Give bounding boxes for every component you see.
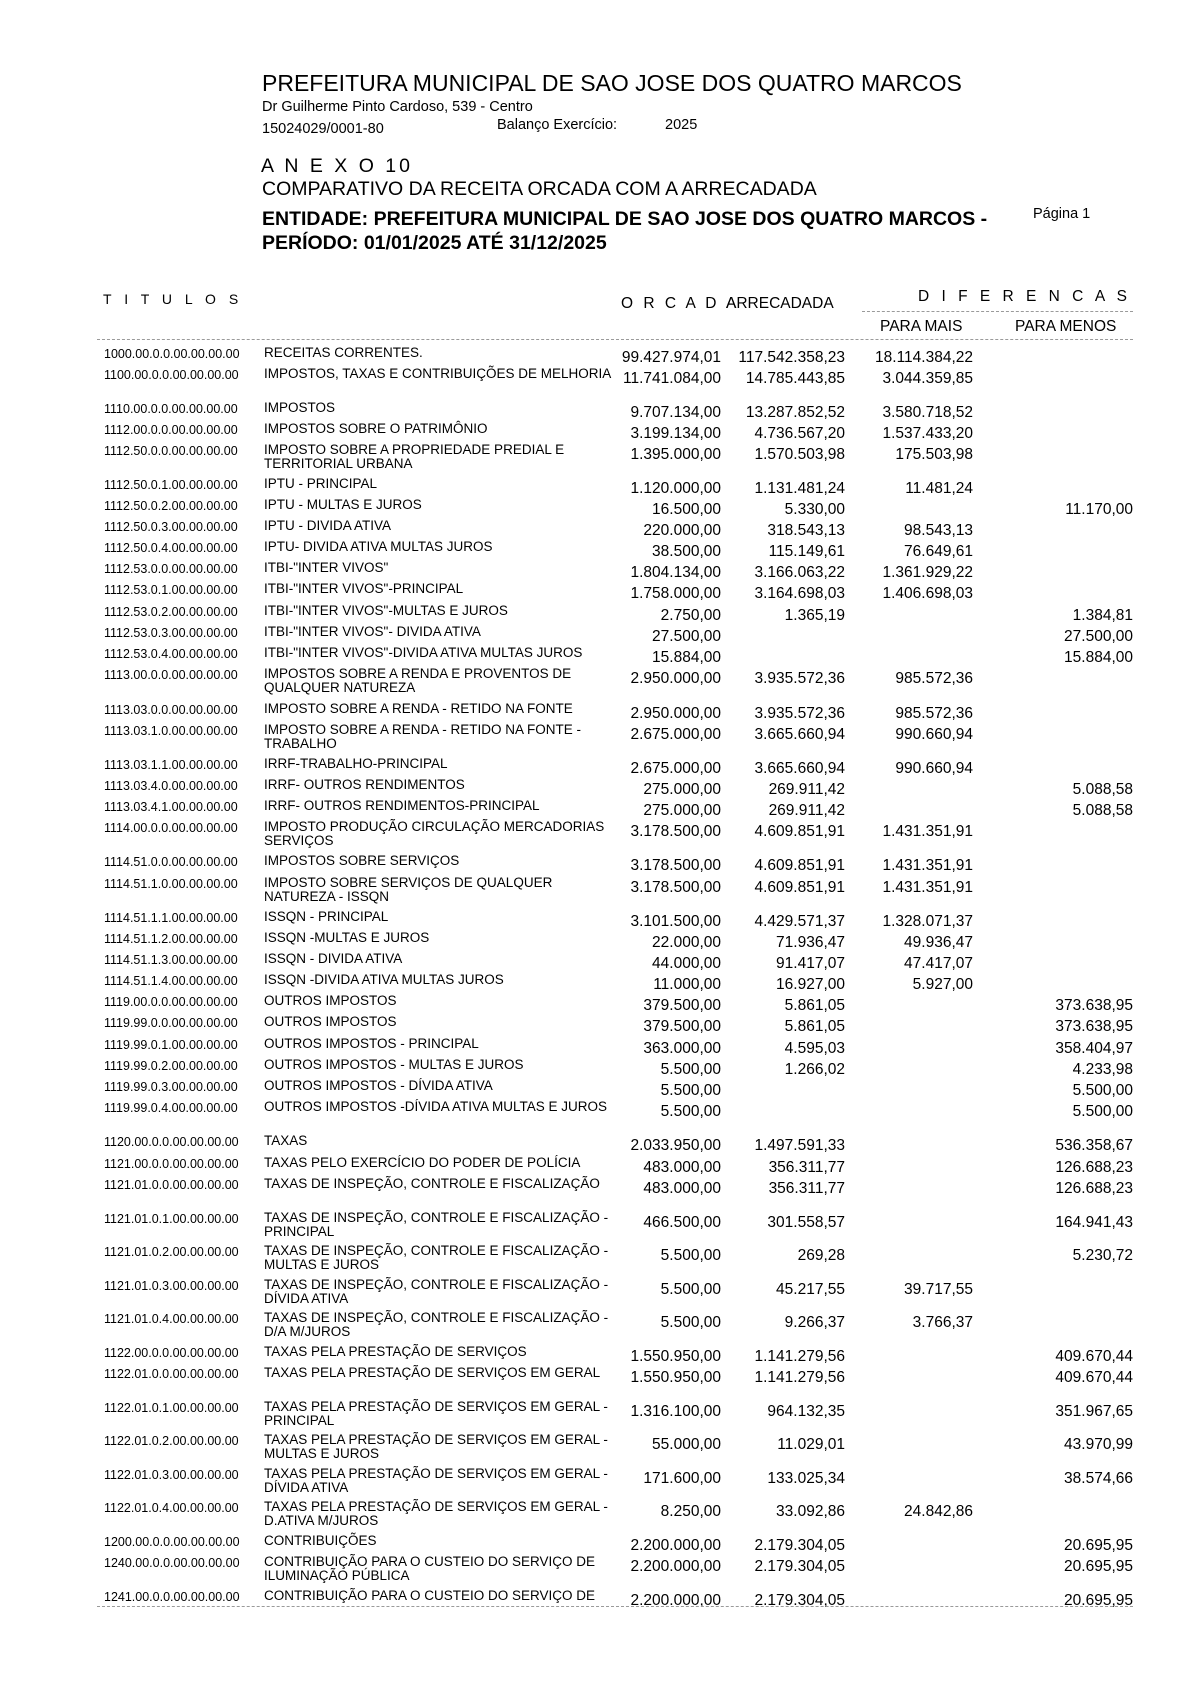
row-orcada: 275.000,00 — [643, 802, 721, 819]
row-code: 1114.51.1.3.00.00.00.00 — [104, 953, 238, 967]
address: Dr Guilherme Pinto Cardoso, 539 - Centro — [262, 99, 533, 115]
row-title: OUTROS IMPOSTOS — [264, 993, 397, 1008]
row-arrecadada: 1.497.591,33 — [754, 1137, 845, 1154]
row-arrecadada: 16.927,00 — [776, 976, 845, 993]
table-row — [0, 444, 1190, 474]
period-line: PERÍODO: 01/01/2025 ATÉ 31/12/2025 — [262, 232, 607, 254]
row-arrecadada: 2.179.304,05 — [754, 1592, 845, 1609]
table-row — [0, 1556, 1190, 1586]
row-para-menos: 38.574,66 — [1064, 1470, 1133, 1487]
row-title: ISSQN -DIVIDA ATIVA MULTAS JUROS — [264, 972, 504, 987]
row-para-menos: 126.688,23 — [1055, 1159, 1133, 1176]
row-orcada: 2.675.000,00 — [630, 760, 721, 777]
row-title: TAXAS PELA PRESTAÇÃO DE SERVIÇOS EM GERAL - PRINCIPAL — [264, 1399, 608, 1428]
row-arrecadada: 117.542.358,23 — [738, 349, 845, 366]
row-arrecadada: 4.595,03 — [784, 1040, 845, 1057]
table-row — [0, 1434, 1190, 1464]
row-arrecadada: 3.935.572,36 — [754, 705, 845, 722]
row-arrecadada: 5.861,05 — [784, 997, 845, 1014]
row-title: OUTROS IMPOSTOS - DÍVIDA ATIVA — [264, 1078, 493, 1093]
row-para-menos: 351.967,65 — [1055, 1403, 1133, 1420]
row-title: TAXAS — [264, 1133, 308, 1148]
row-para-menos: 373.638,95 — [1055, 997, 1133, 1014]
row-title: IMPOSTO SOBRE SERVIÇOS DE QUALQUER NATUREZA - ISSQN — [264, 875, 553, 904]
row-para-menos: 5.088,58 — [1072, 781, 1133, 798]
row-title: ITBI-"INTER VIVOS"-DIVIDA ATIVA MULTAS JUROS — [264, 645, 583, 660]
row-code: 1200.00.0.0.00.00.00.00 — [104, 1535, 240, 1549]
row-para-mais: 11.481,24 — [905, 480, 973, 497]
row-code: 1114.51.0.0.00.00.00.00 — [104, 855, 238, 869]
table-row — [0, 1178, 1190, 1208]
row-title: ISSQN -MULTAS E JUROS — [264, 930, 430, 945]
row-code: 1110.00.0.0.00.00.00.00 — [104, 402, 238, 416]
row-title: OUTROS IMPOSTOS - PRINCIPAL — [264, 1036, 479, 1051]
row-title: ISSQN - DIVIDA ATIVA — [264, 951, 403, 966]
row-arrecadada: 71.936,47 — [776, 934, 845, 951]
row-code: 1240.00.0.0.00.00.00.00 — [104, 1556, 240, 1570]
row-para-mais: 990.660,94 — [895, 760, 973, 777]
row-code: 1119.99.0.1.00.00.00.00 — [104, 1038, 238, 1052]
row-para-menos: 409.670,44 — [1055, 1348, 1133, 1365]
row-arrecadada: 3.665.660,94 — [754, 726, 845, 743]
row-orcada: 3.178.500,00 — [630, 823, 721, 840]
row-arrecadada: 269,28 — [797, 1247, 845, 1264]
column-header-para-menos: PARA MENOS — [1015, 318, 1117, 335]
row-orcada: 483.000,00 — [643, 1159, 721, 1176]
table-row — [0, 1367, 1190, 1397]
row-arrecadada: 4.736.567,20 — [754, 425, 845, 442]
row-orcada: 9.707.134,00 — [630, 404, 721, 421]
row-para-menos: 20.695,95 — [1064, 1537, 1133, 1554]
row-orcada: 379.500,00 — [643, 1018, 721, 1035]
row-orcada: 220.000,00 — [643, 522, 721, 539]
table-row — [0, 1101, 1190, 1131]
row-orcada: 2.950.000,00 — [630, 705, 721, 722]
row-title: IPTU- DIVIDA ATIVA MULTAS JUROS — [264, 539, 493, 554]
row-title: IPTU - DIVIDA ATIVA — [264, 518, 392, 533]
row-code: 1121.00.0.0.00.00.00.00 — [104, 1157, 239, 1171]
table-row — [0, 1501, 1190, 1531]
row-para-mais: 18.114.384,22 — [875, 349, 973, 366]
row-arrecadada: 4.609.851,91 — [754, 823, 845, 840]
row-code: 1122.01.0.0.00.00.00.00 — [104, 1367, 239, 1381]
row-orcada: 363.000,00 — [643, 1040, 721, 1057]
row-title: IMPOSTOS, TAXAS E CONTRIBUIÇÕES DE MELHORIA — [264, 366, 612, 381]
row-para-mais: 76.649,61 — [904, 543, 973, 560]
row-arrecadada: 3.935.572,36 — [754, 670, 845, 687]
row-code: 1112.53.0.4.00.00.00.00 — [104, 647, 238, 661]
row-title: ITBI-"INTER VIVOS"-MULTAS E JUROS — [264, 603, 508, 618]
row-arrecadada: 1.266,02 — [784, 1061, 845, 1078]
column-header-diferencas: D I F E R E N C A S — [918, 288, 1131, 305]
row-code: 1113.03.1.1.00.00.00.00 — [104, 758, 238, 772]
row-arrecadada: 13.287.852,52 — [745, 404, 845, 421]
row-code: 1114.00.0.0.00.00.00.00 — [104, 821, 238, 835]
row-title: TAXAS DE INSPEÇÃO, CONTROLE E FISCALIZAÇÃO — [264, 1176, 600, 1191]
row-title: TAXAS DE INSPEÇÃO, CONTROLE E FISCALIZAÇÃO - MULTAS E JUROS — [264, 1243, 609, 1272]
row-arrecadada: 1.570.503,98 — [754, 446, 845, 463]
row-arrecadada: 356.311,77 — [768, 1159, 845, 1176]
row-para-mais: 1.431.351,91 — [882, 857, 973, 874]
row-arrecadada: 5.861,05 — [784, 1018, 845, 1035]
row-orcada: 1.120.000,00 — [630, 480, 721, 497]
row-orcada: 5.500,00 — [660, 1082, 721, 1099]
row-title: TAXAS PELA PRESTAÇÃO DE SERVIÇOS — [264, 1344, 527, 1359]
row-orcada: 38.500,00 — [652, 543, 721, 560]
row-arrecadada: 2.179.304,05 — [754, 1537, 845, 1554]
row-para-mais: 5.927,00 — [912, 976, 973, 993]
row-code: 1121.01.0.0.00.00.00.00 — [104, 1178, 239, 1192]
row-title: IPTU - PRINCIPAL — [264, 476, 378, 491]
row-orcada: 5.500,00 — [660, 1247, 721, 1264]
row-para-menos: 1.384,81 — [1072, 607, 1133, 624]
row-code: 1119.99.0.3.00.00.00.00 — [104, 1080, 238, 1094]
row-orcada: 3.101.500,00 — [630, 913, 721, 930]
row-para-menos: 358.404,97 — [1055, 1040, 1133, 1057]
row-orcada: 2.200.000,00 — [630, 1592, 721, 1609]
table-row — [0, 1212, 1190, 1242]
row-para-mais: 49.936,47 — [904, 934, 973, 951]
row-code: 1119.99.0.0.00.00.00.00 — [104, 1016, 238, 1030]
row-orcada: 1.395.000,00 — [630, 446, 721, 463]
footer-divider — [97, 1606, 1133, 1607]
row-para-menos: 536.358,67 — [1055, 1137, 1133, 1154]
row-orcada: 2.200.000,00 — [630, 1558, 721, 1575]
row-arrecadada: 3.665.660,94 — [754, 760, 845, 777]
row-arrecadada: 3.164.698,03 — [754, 585, 845, 602]
row-code: 1113.03.4.0.00.00.00.00 — [104, 779, 238, 793]
row-orcada: 1.316.100,00 — [630, 1403, 721, 1420]
row-para-menos: 11.170,00 — [1065, 501, 1133, 518]
row-title: CONTRIBUIÇÃO PARA O CUSTEIO DO SERVIÇO DE ILUMINAÇÃO PÚBLICA — [264, 1554, 596, 1583]
row-code: 1113.03.0.0.00.00.00.00 — [104, 703, 238, 717]
row-code: 1122.01.0.3.00.00.00.00 — [104, 1468, 239, 1482]
row-arrecadada: 91.417,07 — [776, 955, 845, 972]
row-orcada: 8.250,00 — [660, 1503, 721, 1520]
table-row — [0, 668, 1190, 698]
row-title: OUTROS IMPOSTOS - MULTAS E JUROS — [264, 1057, 524, 1072]
row-arrecadada: 1.141.279,56 — [754, 1348, 845, 1365]
row-orcada: 2.675.000,00 — [630, 726, 721, 743]
row-title: TAXAS PELA PRESTAÇÃO DE SERVIÇOS EM GERAL — [264, 1365, 601, 1380]
table-row — [0, 1312, 1190, 1342]
row-orcada: 27.500,00 — [652, 628, 721, 645]
row-para-menos: 373.638,95 — [1055, 1018, 1133, 1035]
row-para-menos: 5.500,00 — [1072, 1082, 1133, 1099]
row-arrecadada: 318.543,13 — [767, 522, 845, 539]
table-row — [0, 1468, 1190, 1498]
row-arrecadada: 5.330,00 — [784, 501, 845, 518]
row-orcada: 3.178.500,00 — [630, 857, 721, 874]
row-orcada: 2.750,00 — [660, 607, 721, 624]
row-orcada: 379.500,00 — [643, 997, 721, 1014]
row-para-menos: 409.670,44 — [1055, 1369, 1133, 1386]
row-orcada: 5.500,00 — [660, 1314, 721, 1331]
row-arrecadada: 4.609.851,91 — [754, 879, 845, 896]
row-orcada: 466.500,00 — [643, 1214, 721, 1231]
row-title: ITBI-"INTER VIVOS" — [264, 560, 389, 575]
row-code: 1122.01.0.2.00.00.00.00 — [104, 1434, 239, 1448]
row-orcada: 5.500,00 — [660, 1061, 721, 1078]
row-title: ITBI-"INTER VIVOS"-PRINCIPAL — [264, 581, 464, 596]
row-title: TAXAS PELA PRESTAÇÃO DE SERVIÇOS EM GERAL - DÍVIDA ATIVA — [264, 1466, 608, 1495]
row-code: 1113.00.0.0.00.00.00.00 — [104, 668, 238, 682]
row-para-mais: 3.044.359,85 — [882, 370, 973, 387]
row-title: IMPOSTO SOBRE A RENDA - RETIDO NA FONTE - TRABALHO — [264, 722, 582, 751]
row-code: 1114.51.1.1.00.00.00.00 — [104, 911, 238, 925]
row-code: 1122.01.0.4.00.00.00.00 — [104, 1501, 239, 1515]
row-arrecadada: 1.131.481,24 — [754, 480, 845, 497]
row-para-mais: 985.572,36 — [895, 670, 973, 687]
row-orcada: 2.200.000,00 — [630, 1537, 721, 1554]
entity-line: ENTIDADE: PREFEITURA MUNICIPAL DE SAO JOSE DOS QUATRO MARCOS - — [262, 208, 988, 230]
row-para-mais: 3.580.718,52 — [882, 404, 973, 421]
row-title: RECEITAS CORRENTES. — [264, 345, 423, 360]
row-para-menos: 164.941,43 — [1055, 1214, 1133, 1231]
table-row — [0, 821, 1190, 851]
row-title: IMPOSTO SOBRE A PROPRIEDADE PREDIAL E TERRITORIAL URBANA — [264, 442, 565, 471]
row-arrecadada: 33.092,86 — [776, 1503, 845, 1520]
row-orcada: 171.600,00 — [643, 1470, 721, 1487]
row-orcada: 3.178.500,00 — [630, 879, 721, 896]
column-header-arrecadada: ARRECADADA — [726, 295, 834, 312]
row-code: 1112.00.0.0.00.00.00.00 — [104, 423, 238, 437]
row-para-menos: 5.230,72 — [1072, 1247, 1133, 1264]
row-code: 1000.00.0.0.00.00.00.00 — [104, 347, 240, 361]
row-orcada: 11.000,00 — [653, 976, 721, 993]
row-para-mais: 3.766,37 — [912, 1314, 973, 1331]
row-title: TAXAS DE INSPEÇÃO, CONTROLE E FISCALIZAÇÃO -D/A M/JUROS — [264, 1310, 609, 1339]
row-title: TAXAS PELA PRESTAÇÃO DE SERVIÇOS EM GERAL - D.ATIVA M/JUROS — [264, 1499, 608, 1528]
table-row — [0, 877, 1190, 907]
row-title: ISSQN - PRINCIPAL — [264, 909, 389, 924]
row-title: IMPOSTO SOBRE A RENDA - RETIDO NA FONTE — [264, 701, 573, 716]
row-arrecadada: 301.558,57 — [767, 1214, 845, 1231]
row-title: OUTROS IMPOSTOS -DÍVIDA ATIVA MULTAS E JUROS — [264, 1099, 608, 1114]
row-arrecadada: 2.179.304,05 — [754, 1558, 845, 1575]
row-title: TAXAS DE INSPEÇÃO, CONTROLE E FISCALIZAÇÃO - PRINCIPAL — [264, 1210, 609, 1239]
row-code: 1120.00.0.0.00.00.00.00 — [104, 1135, 239, 1149]
row-orcada: 2.950.000,00 — [630, 670, 721, 687]
row-para-mais: 1.431.351,91 — [882, 823, 973, 840]
row-para-mais: 985.572,36 — [895, 705, 973, 722]
row-title: IMPOSTO PRODUÇÃO CIRCULAÇÃO MERCADORIAS SERVIÇOS — [264, 819, 605, 848]
table-row — [0, 1590, 1190, 1620]
row-orcada: 99.427.974,01 — [621, 349, 721, 366]
row-arrecadada: 964.132,35 — [767, 1403, 845, 1420]
column-header-para-mais: PARA MAIS — [880, 318, 963, 335]
row-arrecadada: 115.149,61 — [768, 543, 845, 560]
row-para-menos: 15.884,00 — [1064, 649, 1133, 666]
row-title: IMPOSTOS SOBRE SERVIÇOS — [264, 853, 460, 868]
row-title: IMPOSTOS — [264, 400, 336, 415]
row-title: OUTROS IMPOSTOS — [264, 1014, 397, 1029]
row-orcada: 55.000,00 — [652, 1436, 721, 1453]
row-arrecadada: 269.911,42 — [768, 802, 845, 819]
row-title: ITBI-"INTER VIVOS"- DIVIDA ATIVA — [264, 624, 481, 639]
row-code: 1119.99.0.2.00.00.00.00 — [104, 1059, 238, 1073]
row-title: IRRF- OUTROS RENDIMENTOS — [264, 777, 465, 792]
row-code: 1114.51.1.2.00.00.00.00 — [104, 932, 238, 946]
row-code: 1121.01.0.4.00.00.00.00 — [104, 1312, 239, 1326]
row-code: 1121.01.0.2.00.00.00.00 — [104, 1245, 239, 1259]
row-arrecadada: 133.025,34 — [767, 1470, 845, 1487]
row-title: CONTRIBUIÇÕES — [264, 1533, 377, 1548]
row-code: 1112.53.0.2.00.00.00.00 — [104, 605, 238, 619]
row-code: 1122.00.0.0.00.00.00.00 — [104, 1346, 239, 1360]
row-para-mais: 1.361.929,22 — [882, 564, 973, 581]
row-title: TAXAS PELO EXERCÍCIO DO PODER DE POLÍCIA — [264, 1155, 581, 1170]
row-orcada: 1.804.134,00 — [630, 564, 721, 581]
row-orcada: 275.000,00 — [643, 781, 721, 798]
row-orcada: 5.500,00 — [660, 1281, 721, 1298]
row-para-menos: 43.970,99 — [1064, 1436, 1133, 1453]
row-orcada: 1.550.950,00 — [630, 1348, 721, 1365]
row-title: IPTU - MULTAS E JUROS — [264, 497, 422, 512]
prefeitura-title: PREFEITURA MUNICIPAL DE SAO JOSE DOS QUATRO MARCOS — [262, 70, 962, 96]
row-title: IMPOSTOS SOBRE A RENDA E PROVENTOS DE QUALQUER NATUREZA — [264, 666, 572, 695]
row-code: 1112.53.0.3.00.00.00.00 — [104, 626, 238, 640]
page-number: Página 1 — [1033, 206, 1091, 222]
anexo-title: A N E X O 10 — [261, 155, 413, 177]
row-arrecadada: 14.785.443,85 — [745, 370, 845, 387]
row-para-mais: 98.543,13 — [904, 522, 973, 539]
row-para-menos: 20.695,95 — [1064, 1592, 1133, 1609]
row-para-mais: 1.431.351,91 — [882, 879, 973, 896]
column-header-orcada: O R C A D A — [621, 295, 740, 312]
row-para-mais: 990.660,94 — [895, 726, 973, 743]
row-code: 1119.99.0.4.00.00.00.00 — [104, 1101, 238, 1115]
row-code: 1113.03.4.1.00.00.00.00 — [104, 800, 238, 814]
row-para-mais: 1.406.698,03 — [882, 585, 973, 602]
row-orcada: 44.000,00 — [652, 955, 721, 972]
row-code: 1121.01.0.1.00.00.00.00 — [104, 1212, 239, 1226]
row-para-mais: 175.503,98 — [895, 446, 973, 463]
cnpj: 15024029/0001-80 — [262, 121, 384, 137]
row-title: TAXAS DE INSPEÇÃO, CONTROLE E FISCALIZAÇÃO - DÍVIDA ATIVA — [264, 1277, 609, 1306]
row-para-menos: 4.233,98 — [1072, 1061, 1133, 1078]
table-row — [0, 1401, 1190, 1431]
row-arrecadada: 45.217,55 — [776, 1281, 845, 1298]
report-title: COMPARATIVO DA RECEITA ORCADA COM A ARRECADADA — [262, 178, 817, 200]
row-para-menos: 5.088,58 — [1072, 802, 1133, 819]
row-para-menos: 20.695,95 — [1064, 1558, 1133, 1575]
row-orcada: 11.741.084,00 — [623, 370, 721, 387]
row-code: 1114.51.1.4.00.00.00.00 — [104, 974, 238, 988]
row-orcada: 1.758.000,00 — [630, 585, 721, 602]
row-title: CONTRIBUIÇÃO PARA O CUSTEIO DO SERVIÇO DE — [264, 1588, 596, 1603]
row-arrecadada: 269.911,42 — [768, 781, 845, 798]
row-orcada: 22.000,00 — [652, 934, 721, 951]
row-arrecadada: 356.311,77 — [768, 1180, 845, 1197]
column-header-titulos: T I T U L O S — [103, 291, 243, 307]
row-orcada: 15.884,00 — [652, 649, 721, 666]
table-row — [0, 1245, 1190, 1275]
row-arrecadada: 3.166.063,22 — [754, 564, 845, 581]
row-code: 1241.00.0.0.00.00.00.00 — [104, 1590, 240, 1604]
row-code: 1112.50.0.3.00.00.00.00 — [104, 520, 238, 534]
row-code: 1113.03.1.0.00.00.00.00 — [104, 724, 238, 738]
row-arrecadada: 1.365,19 — [784, 607, 845, 624]
row-code: 1112.53.0.1.00.00.00.00 — [104, 583, 238, 597]
table-row — [0, 368, 1190, 398]
row-para-menos: 126.688,23 — [1055, 1180, 1133, 1197]
row-arrecadada: 11.029,01 — [777, 1436, 845, 1453]
row-code: 1119.00.0.0.00.00.00.00 — [104, 995, 238, 1009]
row-arrecadada: 4.609.851,91 — [754, 857, 845, 874]
row-code: 1112.53.0.0.00.00.00.00 — [104, 562, 238, 576]
table-row — [0, 724, 1190, 754]
row-code: 1114.51.1.0.00.00.00.00 — [104, 877, 238, 891]
row-orcada: 16.500,00 — [652, 501, 721, 518]
balanco-year: 2025 — [665, 117, 698, 133]
row-orcada: 2.033.950,00 — [630, 1137, 721, 1154]
row-code: 1112.50.0.0.00.00.00.00 — [104, 444, 238, 458]
row-title: IRRF-TRABALHO-PRINCIPAL — [264, 756, 448, 771]
row-para-mais: 1.328.071,37 — [882, 913, 973, 930]
row-orcada: 3.199.134,00 — [630, 425, 721, 442]
row-para-menos: 27.500,00 — [1064, 628, 1133, 645]
row-code: 1112.50.0.2.00.00.00.00 — [104, 499, 238, 513]
row-para-mais: 1.537.433,20 — [882, 425, 973, 442]
row-code: 1122.01.0.1.00.00.00.00 — [104, 1401, 239, 1415]
row-title: TAXAS PELA PRESTAÇÃO DE SERVIÇOS EM GERAL - MULTAS E JUROS — [264, 1432, 608, 1461]
row-arrecadada: 1.141.279,56 — [754, 1369, 845, 1386]
row-code: 1121.01.0.3.00.00.00.00 — [104, 1279, 239, 1293]
row-para-mais: 39.717,55 — [904, 1281, 973, 1298]
row-arrecadada: 4.429.571,37 — [754, 913, 845, 930]
row-title: IMPOSTOS SOBRE O PATRIMÔNIO — [264, 421, 488, 436]
row-code: 1112.50.0.4.00.00.00.00 — [104, 541, 238, 555]
row-title: IRRF- OUTROS RENDIMENTOS-PRINCIPAL — [264, 798, 540, 813]
row-orcada: 483.000,00 — [643, 1180, 721, 1197]
row-orcada: 5.500,00 — [660, 1103, 721, 1120]
row-para-mais: 24.842,86 — [904, 1503, 973, 1520]
row-para-mais: 47.417,07 — [904, 955, 973, 972]
balanco-label: Balanço Exercício: — [497, 117, 618, 133]
row-para-menos: 5.500,00 — [1072, 1103, 1133, 1120]
row-orcada: 1.550.950,00 — [630, 1369, 721, 1386]
table-row — [0, 1279, 1190, 1309]
row-arrecadada: 9.266,37 — [784, 1314, 845, 1331]
row-code: 1112.50.0.1.00.00.00.00 — [104, 478, 238, 492]
row-code: 1100.00.0.0.00.00.00.00 — [104, 368, 239, 382]
